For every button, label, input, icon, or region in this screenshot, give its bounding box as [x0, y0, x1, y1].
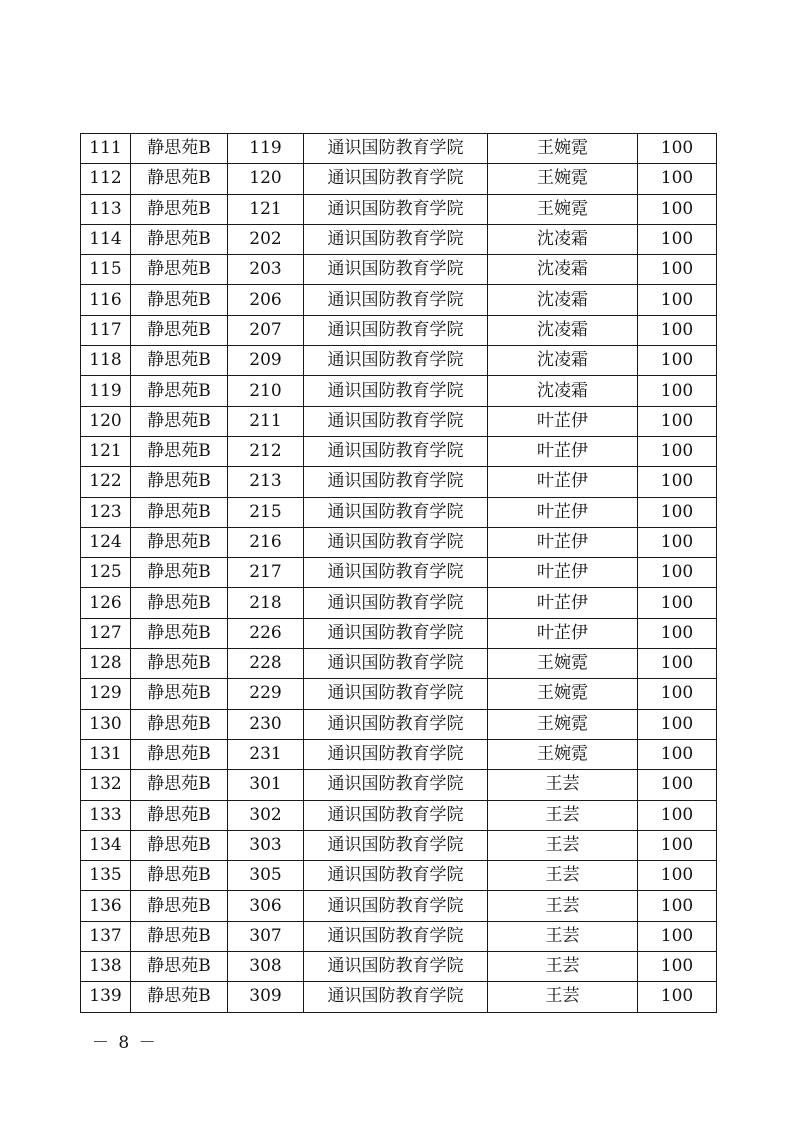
cell-name: 王芸 — [488, 921, 638, 951]
table-row — [81, 406, 717, 436]
cell-building: 静思苑B — [131, 558, 228, 588]
cell-room: 301 — [228, 770, 304, 800]
cell-score: 100 — [638, 588, 717, 618]
cell-building: 静思苑B — [131, 285, 228, 315]
cell-score: 100 — [638, 224, 717, 254]
cell-number: 134 — [81, 830, 131, 860]
table-row — [81, 649, 717, 679]
table-row — [81, 194, 717, 224]
cell-room: 215 — [228, 497, 304, 527]
cell-score: 100 — [638, 315, 717, 345]
cell-college: 通识国防教育学院 — [304, 739, 488, 769]
dormitory-table — [80, 133, 717, 1013]
cell-number: 135 — [81, 861, 131, 891]
table-row — [81, 800, 717, 830]
cell-number: 111 — [81, 134, 131, 164]
cell-building: 静思苑B — [131, 709, 228, 739]
cell-score: 100 — [638, 618, 717, 648]
cell-college: 通识国防教育学院 — [304, 134, 488, 164]
page-number: － 8 － — [92, 1033, 158, 1053]
cell-name: 沈凌霜 — [488, 376, 638, 406]
cell-score: 100 — [638, 134, 717, 164]
cell-score: 100 — [638, 679, 717, 709]
cell-building: 静思苑B — [131, 376, 228, 406]
cell-score: 100 — [638, 649, 717, 679]
cell-building: 静思苑B — [131, 770, 228, 800]
table-row — [81, 830, 717, 860]
cell-name: 王芸 — [488, 800, 638, 830]
cell-room: 206 — [228, 285, 304, 315]
cell-college: 通识国防教育学院 — [304, 830, 488, 860]
cell-score: 100 — [638, 164, 717, 194]
cell-number: 118 — [81, 346, 131, 376]
cell-score: 100 — [638, 891, 717, 921]
cell-college: 通识国防教育学院 — [304, 558, 488, 588]
cell-building: 静思苑B — [131, 255, 228, 285]
cell-room: 305 — [228, 861, 304, 891]
cell-room: 119 — [228, 134, 304, 164]
cell-number: 129 — [81, 679, 131, 709]
cell-name: 王婉霓 — [488, 134, 638, 164]
cell-building: 静思苑B — [131, 891, 228, 921]
cell-building: 静思苑B — [131, 346, 228, 376]
cell-score: 100 — [638, 436, 717, 466]
table-row — [81, 770, 717, 800]
cell-number: 132 — [81, 770, 131, 800]
table-row — [81, 982, 717, 1012]
cell-building: 静思苑B — [131, 497, 228, 527]
cell-college: 通识国防教育学院 — [304, 709, 488, 739]
cell-college: 通识国防教育学院 — [304, 255, 488, 285]
cell-college: 通识国防教育学院 — [304, 315, 488, 345]
cell-college: 通识国防教育学院 — [304, 467, 488, 497]
cell-college: 通识国防教育学院 — [304, 921, 488, 951]
cell-room: 230 — [228, 709, 304, 739]
cell-score: 100 — [638, 255, 717, 285]
cell-building: 静思苑B — [131, 861, 228, 891]
cell-name: 王婉霓 — [488, 164, 638, 194]
cell-college: 通识国防教育学院 — [304, 527, 488, 557]
cell-college: 通识国防教育学院 — [304, 800, 488, 830]
table-row — [81, 255, 717, 285]
cell-college: 通识国防教育学院 — [304, 861, 488, 891]
cell-name: 叶芷伊 — [488, 436, 638, 466]
cell-number: 137 — [81, 921, 131, 951]
cell-score: 100 — [638, 982, 717, 1012]
cell-number: 122 — [81, 467, 131, 497]
table-row — [81, 164, 717, 194]
cell-name: 王婉霓 — [488, 739, 638, 769]
cell-name: 叶芷伊 — [488, 618, 638, 648]
cell-number: 125 — [81, 558, 131, 588]
cell-score: 100 — [638, 861, 717, 891]
cell-name: 叶芷伊 — [488, 588, 638, 618]
cell-number: 139 — [81, 982, 131, 1012]
cell-number: 124 — [81, 527, 131, 557]
cell-building: 静思苑B — [131, 194, 228, 224]
cell-college: 通识国防教育学院 — [304, 618, 488, 648]
cell-score: 100 — [638, 921, 717, 951]
cell-room: 307 — [228, 921, 304, 951]
cell-building: 静思苑B — [131, 679, 228, 709]
cell-number: 115 — [81, 255, 131, 285]
cell-number: 123 — [81, 497, 131, 527]
cell-name: 王芸 — [488, 891, 638, 921]
cell-score: 100 — [638, 558, 717, 588]
table-row — [81, 467, 717, 497]
cell-building: 静思苑B — [131, 588, 228, 618]
cell-room: 306 — [228, 891, 304, 921]
cell-number: 136 — [81, 891, 131, 921]
cell-number: 130 — [81, 709, 131, 739]
cell-college: 通识国防教育学院 — [304, 285, 488, 315]
cell-number: 133 — [81, 800, 131, 830]
cell-name: 沈凌霜 — [488, 346, 638, 376]
cell-score: 100 — [638, 194, 717, 224]
cell-college: 通识国防教育学院 — [304, 588, 488, 618]
cell-number: 114 — [81, 224, 131, 254]
cell-college: 通识国防教育学院 — [304, 406, 488, 436]
cell-college: 通识国防教育学院 — [304, 952, 488, 982]
cell-room: 121 — [228, 194, 304, 224]
table-row — [81, 285, 717, 315]
cell-score: 100 — [638, 527, 717, 557]
cell-college: 通识国防教育学院 — [304, 770, 488, 800]
cell-score: 100 — [638, 467, 717, 497]
cell-room: 309 — [228, 982, 304, 1012]
cell-college: 通识国防教育学院 — [304, 194, 488, 224]
table-row — [81, 739, 717, 769]
cell-building: 静思苑B — [131, 467, 228, 497]
cell-college: 通识国防教育学院 — [304, 891, 488, 921]
cell-number: 131 — [81, 739, 131, 769]
cell-room: 216 — [228, 527, 304, 557]
cell-name: 王芸 — [488, 952, 638, 982]
cell-number: 116 — [81, 285, 131, 315]
cell-name: 王芸 — [488, 982, 638, 1012]
cell-room: 218 — [228, 588, 304, 618]
cell-room: 231 — [228, 739, 304, 769]
cell-score: 100 — [638, 770, 717, 800]
cell-room: 226 — [228, 618, 304, 648]
cell-college: 通识国防教育学院 — [304, 679, 488, 709]
cell-name: 沈凌霜 — [488, 224, 638, 254]
cell-score: 100 — [638, 406, 717, 436]
cell-score: 100 — [638, 952, 717, 982]
cell-score: 100 — [638, 739, 717, 769]
cell-building: 静思苑B — [131, 436, 228, 466]
cell-room: 213 — [228, 467, 304, 497]
cell-score: 100 — [638, 709, 717, 739]
cell-name: 沈凌霜 — [488, 255, 638, 285]
cell-number: 127 — [81, 618, 131, 648]
table-row — [81, 315, 717, 345]
cell-room: 210 — [228, 376, 304, 406]
table-row — [81, 527, 717, 557]
cell-name: 王芸 — [488, 861, 638, 891]
cell-building: 静思苑B — [131, 739, 228, 769]
cell-building: 静思苑B — [131, 134, 228, 164]
cell-name: 叶芷伊 — [488, 558, 638, 588]
cell-number: 119 — [81, 376, 131, 406]
table-row — [81, 618, 717, 648]
cell-name: 沈凌霜 — [488, 285, 638, 315]
table-row — [81, 952, 717, 982]
table-row — [81, 436, 717, 466]
cell-room: 207 — [228, 315, 304, 345]
cell-score: 100 — [638, 800, 717, 830]
cell-number: 121 — [81, 436, 131, 466]
cell-college: 通识国防教育学院 — [304, 346, 488, 376]
table-row — [81, 224, 717, 254]
cell-number: 120 — [81, 406, 131, 436]
cell-name: 王芸 — [488, 830, 638, 860]
cell-name: 叶芷伊 — [488, 497, 638, 527]
cell-name: 叶芷伊 — [488, 467, 638, 497]
table-row — [81, 376, 717, 406]
cell-room: 209 — [228, 346, 304, 376]
cell-building: 静思苑B — [131, 618, 228, 648]
cell-building: 静思苑B — [131, 649, 228, 679]
cell-room: 308 — [228, 952, 304, 982]
cell-number: 126 — [81, 588, 131, 618]
table-row — [81, 588, 717, 618]
cell-room: 120 — [228, 164, 304, 194]
cell-building: 静思苑B — [131, 982, 228, 1012]
cell-building: 静思苑B — [131, 952, 228, 982]
cell-college: 通识国防教育学院 — [304, 164, 488, 194]
cell-room: 212 — [228, 436, 304, 466]
table-row — [81, 709, 717, 739]
cell-building: 静思苑B — [131, 164, 228, 194]
cell-number: 112 — [81, 164, 131, 194]
cell-number: 117 — [81, 315, 131, 345]
cell-score: 100 — [638, 285, 717, 315]
table-row — [81, 679, 717, 709]
table-row — [81, 861, 717, 891]
cell-building: 静思苑B — [131, 315, 228, 345]
cell-number: 138 — [81, 952, 131, 982]
cell-score: 100 — [638, 830, 717, 860]
cell-score: 100 — [638, 497, 717, 527]
cell-room: 229 — [228, 679, 304, 709]
cell-name: 王婉霓 — [488, 679, 638, 709]
cell-number: 128 — [81, 649, 131, 679]
cell-name: 王婉霓 — [488, 649, 638, 679]
cell-building: 静思苑B — [131, 800, 228, 830]
cell-building: 静思苑B — [131, 921, 228, 951]
cell-room: 302 — [228, 800, 304, 830]
cell-score: 100 — [638, 376, 717, 406]
table-row — [81, 497, 717, 527]
cell-name: 叶芷伊 — [488, 527, 638, 557]
cell-room: 303 — [228, 830, 304, 860]
cell-building: 静思苑B — [131, 224, 228, 254]
table-body — [81, 134, 717, 1013]
cell-room: 202 — [228, 224, 304, 254]
table-row — [81, 891, 717, 921]
cell-college: 通识国防教育学院 — [304, 376, 488, 406]
cell-building: 静思苑B — [131, 830, 228, 860]
cell-college: 通识国防教育学院 — [304, 497, 488, 527]
table-row — [81, 134, 717, 164]
cell-name: 王婉霓 — [488, 194, 638, 224]
cell-name: 王芸 — [488, 770, 638, 800]
cell-room: 211 — [228, 406, 304, 436]
cell-name: 沈凌霜 — [488, 315, 638, 345]
cell-name: 叶芷伊 — [488, 406, 638, 436]
cell-building: 静思苑B — [131, 406, 228, 436]
cell-name: 王婉霓 — [488, 709, 638, 739]
cell-room: 217 — [228, 558, 304, 588]
cell-number: 113 — [81, 194, 131, 224]
table-row — [81, 921, 717, 951]
cell-room: 228 — [228, 649, 304, 679]
cell-room: 203 — [228, 255, 304, 285]
cell-college: 通识国防教育学院 — [304, 649, 488, 679]
cell-college: 通识国防教育学院 — [304, 982, 488, 1012]
cell-building: 静思苑B — [131, 527, 228, 557]
cell-college: 通识国防教育学院 — [304, 436, 488, 466]
table-row — [81, 558, 717, 588]
cell-score: 100 — [638, 346, 717, 376]
table-row — [81, 346, 717, 376]
cell-college: 通识国防教育学院 — [304, 224, 488, 254]
